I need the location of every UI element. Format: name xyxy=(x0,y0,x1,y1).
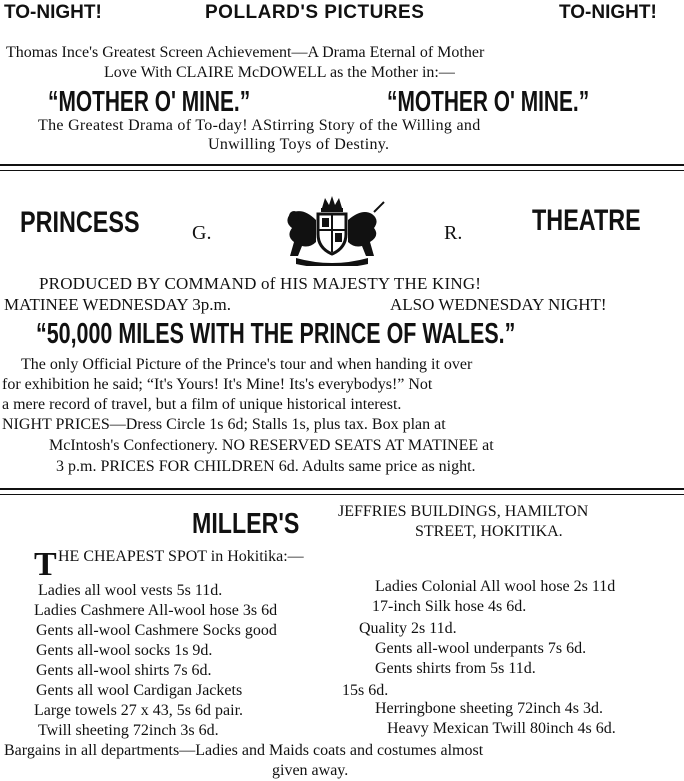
film-title-left xyxy=(48,86,329,119)
left-item-2: Ladies Cashmere All-wool hose 3s 6d xyxy=(34,602,278,619)
millers-name-text: MILLER'S xyxy=(192,508,300,540)
millers-headline: HE CHEAPEST SPOT in Hokitika:— xyxy=(58,548,304,565)
millers-footer1: Bargains in all departments—Ladies and Maids coats and costumes almost xyxy=(4,742,484,759)
film-title-right-text: “MOTHER O' MINE.” xyxy=(387,86,590,118)
initial-g: G. xyxy=(192,222,212,244)
left-item-1: Ladies all wool vests 5s 11d. xyxy=(38,582,223,599)
millers-name xyxy=(192,508,326,541)
right-item-5: Gents shirts from 5s 11d. xyxy=(375,660,536,677)
princess-body-2: for exhibition he said; “It's Yours! It's Mine! Its's everybodys!” Not xyxy=(2,376,433,393)
princess-name xyxy=(20,206,173,240)
millers-footer2: given away. xyxy=(272,762,349,779)
pollards-tagline1: The Greatest Drama of To-day! AStirring Story of the Willing and xyxy=(38,117,481,134)
left-item-6: Gents all wool Cardigan Jackets xyxy=(36,682,243,699)
millers-address1: JEFFRIES BUILDINGS, HAMILTON xyxy=(338,503,589,520)
left-item-7: Large towels 27 x 43, 5s 6d pair. xyxy=(34,702,244,719)
right-item-3: Quality 2s 11d. xyxy=(359,620,457,637)
divider-2 xyxy=(0,488,684,490)
right-item-1: Ladies Colonial All wool hose 2s 11d xyxy=(375,578,616,595)
princess-body-4: NIGHT PRICES—Dress Circle 1s 6d; Stalls 1s, plus tax. Box plan at xyxy=(2,416,446,433)
royal-crest-icon xyxy=(276,196,388,266)
divider-1b xyxy=(0,170,684,171)
left-item-8: Twill sheeting 72inch 3s 6d. xyxy=(38,722,219,739)
princess-name-text: PRINCESS xyxy=(20,206,140,239)
initial-r: R. xyxy=(444,222,463,244)
tonight-left: TO-NIGHT! xyxy=(4,2,102,23)
princess-body-1: The only Official Picture of the Prince's tour and when handing it over xyxy=(21,356,473,373)
princess-body-3: a mere record of travel, but a film of unique historical interest. xyxy=(2,396,402,413)
pollards-intro-line2: Love With CLAIRE McDOWELL as the Mother in:— xyxy=(104,64,455,81)
film-title-left-text: “MOTHER O' MINE.” xyxy=(48,86,251,118)
princess-body-6: 3 p.m. PRICES FOR CHILDREN 6d. Adults same price as night. xyxy=(56,458,476,475)
princess-body-5: McIntosh's Confectionery. NO RESERVED SEATS AT MATINEE at xyxy=(49,437,494,454)
prince-film-title xyxy=(36,318,684,351)
theatre-name-text: THEATRE xyxy=(532,204,641,237)
left-item-3: Gents all-wool Cashmere Socks good xyxy=(36,622,277,639)
prince-film-title-text: “50,000 MILES WITH THE PRINCE OF WALES.” xyxy=(36,318,516,350)
theatre-name xyxy=(532,204,671,238)
left-item-5: Gents all-wool shirts 7s 6d. xyxy=(36,662,212,679)
produced-line: PRODUCED BY COMMAND of HIS MAJESTY THE KING! xyxy=(39,274,482,293)
tonight-right: TO-NIGHT! xyxy=(559,2,657,23)
pollards-tagline2: Unwilling Toys of Destiny. xyxy=(208,136,390,153)
matinee-line: MATINEE WEDNESDAY 3p.m. xyxy=(4,295,231,314)
right-item-8: Heavy Mexican Twill 80inch 4s 6d. xyxy=(387,720,616,737)
left-item-4: Gents all-wool socks 1s 9d. xyxy=(36,642,213,659)
pollards-title: POLLARD'S PICTURES xyxy=(205,2,425,23)
millers-address2: STREET, HOKITIKA. xyxy=(415,523,563,540)
right-item-6: 15s 6d. xyxy=(342,682,389,699)
crest-svg xyxy=(276,196,388,266)
right-item-4: Gents all-wool underpants 7s 6d. xyxy=(375,640,587,657)
right-item-7: Herringbone sheeting 72inch 4s 3d. xyxy=(375,700,603,717)
night-line: ALSO WEDNESDAY NIGHT! xyxy=(390,295,607,314)
dropcap: T xyxy=(34,546,57,583)
divider-1 xyxy=(0,164,684,166)
pollards-intro-line1: Thomas Ince's Greatest Screen Achievement—A Drama Eternal of Mother xyxy=(6,44,485,61)
film-title-right xyxy=(387,86,668,119)
divider-2b xyxy=(0,494,684,495)
right-item-2: 17-inch Silk hose 4s 6d. xyxy=(372,598,527,615)
